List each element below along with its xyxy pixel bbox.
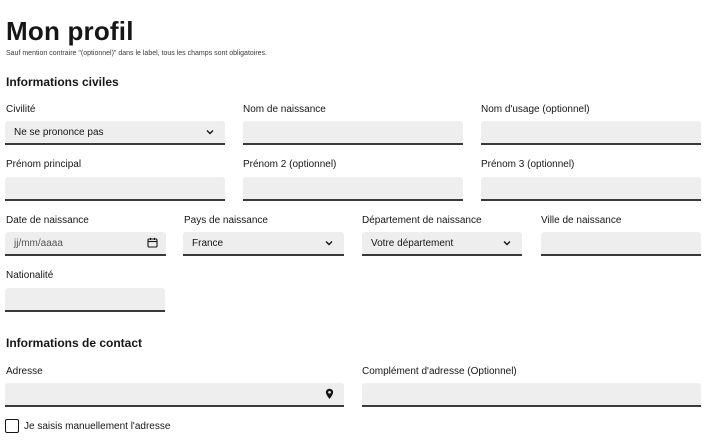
chevron-down-icon xyxy=(324,238,334,248)
ville-input[interactable] xyxy=(541,232,701,256)
departement-label: Département de naissance xyxy=(362,215,482,226)
departement-value: Votre département xyxy=(371,238,454,249)
prenom1-input[interactable] xyxy=(5,177,225,201)
pays-naissance-value: France xyxy=(192,238,224,249)
ville-label: Ville de naissance xyxy=(541,215,622,226)
nom-usage-label: Nom d'usage (optionnel) xyxy=(481,104,590,115)
civilite-select[interactable] xyxy=(5,121,225,145)
map-pin-icon xyxy=(325,388,334,400)
civilite-value: Ne se prononce pas xyxy=(14,127,104,138)
date-naissance-placeholder: jj/mm/aaaa xyxy=(14,238,63,249)
section-title-contact: Informations de contact xyxy=(6,336,143,350)
chevron-down-icon xyxy=(205,127,215,137)
nationalite-label: Nationalité xyxy=(6,270,54,281)
nationalite-input[interactable] xyxy=(5,288,165,312)
complement-label: Complément d'adresse (Optionnel) xyxy=(362,366,517,377)
manual-address-checkbox[interactable] xyxy=(5,419,19,433)
adresse-input[interactable] xyxy=(5,383,344,407)
civilite-label: Civilité xyxy=(6,104,36,115)
section-title-civil: Informations civiles xyxy=(6,75,119,89)
pays-naissance-label: Pays de naissance xyxy=(184,215,268,226)
page-title: Mon profil xyxy=(6,16,134,46)
pays-naissance-select[interactable] xyxy=(183,232,344,256)
nom-usage-input[interactable] xyxy=(481,121,701,145)
prenom3-label: Prénom 3 (optionnel) xyxy=(481,159,575,170)
nom-naissance-input[interactable] xyxy=(243,121,463,145)
prenom2-input[interactable] xyxy=(243,177,463,201)
manual-address-label[interactable]: Je saisis manuellement l'adresse xyxy=(24,421,171,432)
departement-select[interactable] xyxy=(362,232,522,256)
complement-input[interactable] xyxy=(362,383,701,407)
prenom2-label: Prénom 2 (optionnel) xyxy=(243,159,337,170)
adresse-label: Adresse xyxy=(6,366,43,377)
calendar-icon[interactable] xyxy=(147,237,158,248)
prenom3-input[interactable] xyxy=(481,177,701,201)
date-naissance-input[interactable] xyxy=(5,232,166,256)
chevron-down-icon xyxy=(502,238,512,248)
page-subtitle: Sauf mention contraire "(optionnel)" dans le label, tous les champs sont obligatoires. xyxy=(6,50,268,57)
prenom1-label: Prénom principal xyxy=(6,159,82,170)
date-naissance-label: Date de naissance xyxy=(6,215,89,226)
nom-naissance-label: Nom de naissance xyxy=(243,104,326,115)
